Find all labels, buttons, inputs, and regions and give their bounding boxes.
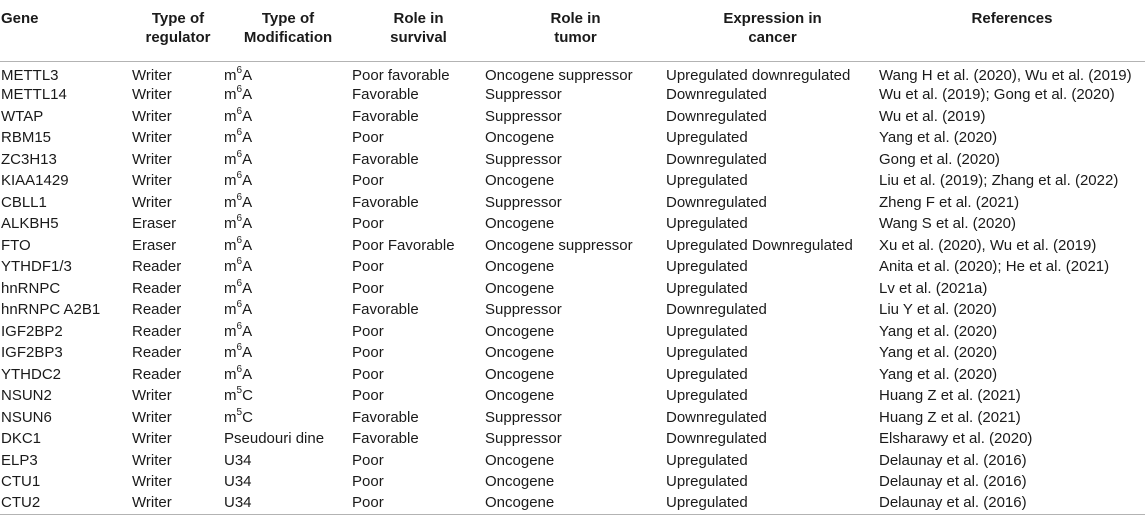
modification-position-superscript: 6	[236, 127, 243, 139]
header-role-in-survival	[352, 0, 485, 61]
cell-modification-type	[224, 128, 352, 150]
cell-gene: NSUN2	[1, 387, 52, 405]
modification-position-superscript: 6	[236, 342, 243, 354]
table-row	[0, 61, 1145, 85]
table-row	[0, 450, 1145, 472]
cell-references: Yang et al. (2020)	[879, 344, 998, 362]
modification-base: m	[224, 193, 237, 211]
cell-gene: METTL14	[1, 86, 67, 104]
cell-gene: WTAP	[1, 107, 44, 125]
modification-base: m	[224, 301, 237, 319]
modification-base: U34	[224, 473, 252, 491]
modification-base: m	[224, 408, 237, 426]
table-row	[0, 386, 1145, 408]
cell-role-in-survival: Poor	[352, 172, 384, 190]
table-row	[0, 364, 1145, 386]
modification-base: U34	[224, 451, 252, 469]
modification-nucleotide: C	[242, 408, 253, 426]
modification-nucleotide: A	[242, 365, 253, 383]
cell-gene: CBLL1	[1, 193, 47, 211]
cell-role-in-survival: Poor	[352, 344, 384, 362]
modification-base: m	[224, 129, 237, 147]
table-row	[0, 407, 1145, 429]
cell-expression-in-cancer: Upregulated	[666, 172, 748, 190]
modification-nucleotide: C	[242, 387, 253, 405]
modification-base: m	[224, 107, 237, 125]
cell-expression-in-cancer: Upregulated	[666, 129, 748, 147]
cell-regulator-type: Writer	[132, 172, 172, 190]
cell-gene: METTL3	[1, 66, 59, 84]
modification-position-superscript: 6	[236, 234, 243, 246]
modification-base: m	[224, 86, 237, 104]
header-line: Modification	[243, 29, 333, 46]
cell-role-in-tumor: Suppressor	[485, 150, 562, 168]
cell-gene: CTU1	[1, 473, 41, 491]
cell-gene: hnRNPC A2B1	[1, 301, 101, 319]
header-line: Expression in	[723, 10, 822, 27]
cell-gene: hnRNPC	[1, 279, 61, 297]
header-line: Gene	[1, 10, 39, 27]
cell-expression-in-cancer: Downregulated	[666, 150, 767, 168]
cell-regulator-type: Reader	[132, 258, 182, 276]
cell-role-in-tumor: Oncogene	[485, 344, 555, 362]
cell-regulator-type: Reader	[132, 301, 182, 319]
modification-position-superscript: 6	[236, 299, 243, 311]
modification-position-superscript: 5	[236, 385, 243, 397]
modification-nucleotide: A	[242, 279, 253, 297]
header-expression-in-cancer	[666, 0, 879, 61]
cell-expression-in-cancer: Upregulated	[666, 215, 748, 233]
cell-references: Wu et al. (2019); Gong et al. (2020)	[879, 86, 1115, 104]
table-row	[0, 321, 1145, 343]
cell-references: Elsharawy et al. (2020)	[879, 430, 1033, 448]
cell-role-in-tumor: Oncogene	[485, 215, 555, 233]
cell-role-in-survival: Poor Favorable	[352, 236, 455, 254]
table-row	[0, 106, 1145, 128]
cell-role-in-tumor: Oncogene	[485, 365, 555, 383]
cell-role-in-survival: Favorable	[352, 193, 419, 211]
cell-gene: FTO	[1, 236, 31, 254]
cell-expression-in-cancer: Downregulated	[666, 430, 767, 448]
cell-role-in-tumor: Oncogene	[485, 258, 555, 276]
cell-expression-in-cancer: Upregulated	[666, 365, 748, 383]
modification-base: U34	[224, 493, 252, 511]
cell-role-in-tumor: Oncogene	[485, 322, 555, 340]
cell-role-in-tumor: Oncogene	[485, 451, 555, 469]
cell-gene: YTHDF1/3	[1, 258, 72, 276]
cell-gene: YTHDC2	[1, 365, 62, 383]
cell-references: Wang H et al. (2020), Wu et al. (2019)	[879, 66, 1132, 84]
header-line: Role in	[550, 10, 601, 27]
modification-position-superscript: 6	[236, 84, 243, 96]
modification-base: m	[224, 387, 237, 405]
cell-modification-type	[224, 278, 352, 300]
cell-references: Lv et al. (2021a)	[879, 279, 988, 297]
cell-modification-type	[224, 429, 352, 451]
modification-base: Pseudouri dine	[224, 430, 325, 448]
cell-modification-type	[224, 192, 352, 214]
cell-role-in-survival: Favorable	[352, 430, 419, 448]
cell-references: Anita et al. (2020); He et al. (2021)	[879, 258, 1110, 276]
cell-role-in-tumor: Oncogene	[485, 387, 555, 405]
modification-nucleotide: A	[242, 236, 253, 254]
cell-references: Yang et al. (2020)	[879, 322, 998, 340]
cell-regulator-type: Reader	[132, 344, 182, 362]
cell-references: Gong et al. (2020)	[879, 150, 1000, 168]
modification-base: m	[224, 344, 237, 362]
header-line: survival	[390, 29, 447, 46]
cell-modification-type	[224, 493, 352, 515]
modification-nucleotide: A	[242, 172, 253, 190]
cell-references: Wang S et al. (2020)	[879, 215, 1017, 233]
cell-expression-in-cancer: Upregulated	[666, 493, 879, 515]
cell-role-in-survival: Poor	[352, 215, 384, 233]
cell-modification-type	[224, 407, 352, 429]
cell-expression-in-cancer: Downregulated	[666, 408, 767, 426]
table-body	[0, 61, 1145, 515]
cell-expression-in-cancer: Upregulated	[666, 344, 748, 362]
cell-regulator-type: Eraser	[132, 215, 177, 233]
cell-regulator-type: Eraser	[132, 236, 177, 254]
cell-expression-in-cancer: Upregulated Downregulated	[666, 236, 853, 254]
cell-role-in-tumor: Oncogene	[485, 172, 555, 190]
cell-expression-in-cancer: Downregulated	[666, 193, 767, 211]
cell-references: Delaunay et al. (2016)	[879, 473, 1027, 491]
cell-role-in-survival: Favorable	[352, 107, 419, 125]
cell-references: Yang et al. (2020)	[879, 365, 998, 383]
cell-regulator-type: Writer	[132, 473, 172, 491]
cell-role-in-tumor: Suppressor	[485, 107, 562, 125]
cell-modification-type	[224, 106, 352, 128]
modification-position-superscript: 5	[236, 406, 243, 418]
cell-expression-in-cancer: Upregulated	[666, 322, 748, 340]
table-row	[0, 149, 1145, 171]
cell-references: Yang et al. (2020)	[879, 129, 998, 147]
modification-position-superscript: 6	[236, 191, 243, 203]
modification-nucleotide: A	[242, 150, 253, 168]
cell-role-in-tumor: Suppressor	[485, 408, 562, 426]
cell-expression-in-cancer: Upregulated downregulated	[666, 66, 851, 84]
cell-references: Zheng F et al. (2021)	[879, 193, 1020, 211]
cell-role-in-tumor: Oncogene	[485, 493, 666, 515]
table-row	[0, 493, 1145, 515]
cell-regulator-type: Writer	[132, 451, 172, 469]
modification-position-superscript: 6	[236, 105, 243, 117]
cell-references: Delaunay et al. (2016)	[879, 493, 1145, 515]
cell-expression-in-cancer: Upregulated	[666, 473, 748, 491]
cell-role-in-tumor: Suppressor	[485, 430, 562, 448]
cell-gene: IGF2BP3	[1, 344, 63, 362]
table-header	[0, 0, 1145, 61]
modification-nucleotide: A	[242, 107, 253, 125]
cell-references: Delaunay et al. (2016)	[879, 451, 1027, 469]
modification-position-superscript: 6	[236, 256, 243, 268]
header-type-of-regulator	[132, 0, 224, 61]
cell-role-in-tumor: Suppressor	[485, 301, 562, 319]
table-row	[0, 429, 1145, 451]
cell-references: Liu et al. (2019); Zhang et al. (2022)	[879, 172, 1119, 190]
table-row	[0, 235, 1145, 257]
cell-gene: ELP3	[1, 451, 38, 469]
cell-role-in-survival: Favorable	[352, 408, 419, 426]
cell-modification-type	[224, 300, 352, 322]
cell-role-in-tumor: Oncogene	[485, 279, 555, 297]
cell-modification-type	[224, 321, 352, 343]
cell-role-in-survival: Poor	[352, 129, 384, 147]
modification-position-superscript: 6	[236, 363, 243, 375]
modification-position-superscript: 6	[236, 320, 243, 332]
cell-role-in-survival: Favorable	[352, 150, 419, 168]
cell-regulator-type: Writer	[132, 150, 172, 168]
header-line: Type of	[261, 10, 315, 27]
header-line: References	[971, 10, 1053, 27]
cell-role-in-tumor: Oncogene	[485, 129, 555, 147]
cell-expression-in-cancer: Downregulated	[666, 107, 767, 125]
cell-role-in-survival: Poor	[352, 279, 384, 297]
cell-role-in-tumor: Suppressor	[485, 86, 562, 104]
cell-references: Huang Z et al. (2021)	[879, 387, 1021, 405]
table-row	[0, 192, 1145, 214]
cell-regulator-type: Writer	[132, 66, 172, 84]
cell-references: Huang Z et al. (2021)	[879, 408, 1021, 426]
cell-role-in-survival: Poor	[352, 473, 384, 491]
modification-base: m	[224, 172, 237, 190]
table-row	[0, 171, 1145, 193]
cell-modification-type	[224, 257, 352, 279]
cell-role-in-survival: Poor favorable	[352, 66, 450, 84]
modification-nucleotide: A	[242, 86, 253, 104]
cell-role-in-survival: Poor	[352, 387, 384, 405]
cell-regulator-type: Reader	[132, 322, 182, 340]
cell-regulator-type: Writer	[132, 107, 172, 125]
modification-position-superscript: 6	[236, 170, 243, 182]
cell-references: Wu et al. (2019)	[879, 107, 986, 125]
cell-references: Xu et al. (2020), Wu et al. (2019)	[879, 236, 1097, 254]
modification-nucleotide: A	[242, 66, 253, 84]
cell-regulator-type: Reader	[132, 365, 182, 383]
table-row	[0, 472, 1145, 494]
modification-nucleotide: A	[242, 301, 253, 319]
cell-gene: ALKBH5	[1, 215, 59, 233]
cell-role-in-tumor: Oncogene suppressor	[485, 66, 633, 84]
header-gene	[0, 0, 132, 61]
table-row	[0, 214, 1145, 236]
modification-nucleotide: A	[242, 344, 253, 362]
table-row	[0, 300, 1145, 322]
modification-nucleotide: A	[242, 129, 253, 147]
table-row	[0, 85, 1145, 107]
cell-expression-in-cancer: Downregulated	[666, 86, 767, 104]
cell-regulator-type: Writer	[132, 86, 172, 104]
cell-modification-type	[224, 85, 352, 107]
cell-role-in-tumor: Oncogene suppressor	[485, 236, 633, 254]
header-references	[879, 0, 1145, 61]
modification-base: m	[224, 66, 237, 84]
header-line: regulator	[145, 29, 211, 46]
cell-gene: NSUN6	[1, 408, 52, 426]
cell-modification-type	[224, 343, 352, 365]
modification-position-superscript: 6	[236, 213, 243, 225]
cell-expression-in-cancer: Upregulated	[666, 451, 748, 469]
cell-modification-type	[224, 386, 352, 408]
cell-regulator-type: Writer	[132, 430, 172, 448]
cell-modification-type	[224, 364, 352, 386]
table-row	[0, 278, 1145, 300]
modification-base: m	[224, 279, 237, 297]
modification-nucleotide: A	[242, 322, 253, 340]
modification-base: m	[224, 236, 237, 254]
cell-role-in-survival: Poor	[352, 493, 485, 515]
cell-gene: IGF2BP2	[1, 322, 63, 340]
header-line: cancer	[748, 29, 797, 46]
table-row	[0, 128, 1145, 150]
cell-regulator-type: Writer	[132, 493, 224, 515]
cell-role-in-tumor: Oncogene	[485, 473, 555, 491]
cell-role-in-survival: Favorable	[352, 86, 419, 104]
cell-role-in-tumor: Suppressor	[485, 193, 562, 211]
modification-position-superscript: 6	[236, 148, 243, 160]
cell-modification-type	[224, 61, 352, 85]
modification-position-superscript: 6	[236, 277, 243, 289]
cell-expression-in-cancer: Upregulated	[666, 258, 748, 276]
modification-nucleotide: A	[242, 215, 253, 233]
header-row	[0, 0, 1145, 61]
cell-modification-type	[224, 472, 352, 494]
modification-base: m	[224, 150, 237, 168]
header-line: tumor	[554, 29, 597, 46]
cell-gene: RBM15	[1, 129, 52, 147]
cell-regulator-type: Writer	[132, 193, 172, 211]
cell-role-in-survival: Poor	[352, 322, 384, 340]
modification-nucleotide: A	[242, 258, 253, 276]
cell-gene: DKC1	[1, 430, 42, 448]
modification-nucleotide: A	[242, 193, 253, 211]
header-type-of-modification	[224, 0, 352, 61]
cell-regulator-type: Writer	[132, 408, 172, 426]
cell-regulator-type: Writer	[132, 129, 172, 147]
cell-regulator-type: Reader	[132, 279, 182, 297]
cell-expression-in-cancer: Downregulated	[666, 301, 767, 319]
cell-expression-in-cancer: Upregulated	[666, 387, 748, 405]
table-row	[0, 257, 1145, 279]
modification-base: m	[224, 215, 237, 233]
header-line: Type of	[151, 10, 205, 27]
cell-modification-type	[224, 149, 352, 171]
cell-references: Liu Y et al. (2020)	[879, 301, 997, 319]
header-line: Role in	[393, 10, 444, 27]
cell-gene: CTU2	[0, 493, 132, 515]
modification-base: m	[224, 365, 237, 383]
modification-base: m	[224, 258, 237, 276]
header-role-in-tumor	[485, 0, 666, 61]
cell-modification-type	[224, 214, 352, 236]
cell-modification-type	[224, 235, 352, 257]
cell-gene: KIAA1429	[1, 172, 69, 190]
cell-role-in-survival: Poor	[352, 258, 384, 276]
cell-role-in-survival: Favorable	[352, 301, 419, 319]
modification-position-superscript: 6	[236, 64, 243, 76]
modification-base: m	[224, 322, 237, 340]
cell-modification-type	[224, 450, 352, 472]
cell-gene: ZC3H13	[1, 150, 57, 168]
cell-role-in-survival: Poor	[352, 365, 384, 383]
table-row	[0, 343, 1145, 365]
cell-expression-in-cancer: Upregulated	[666, 279, 748, 297]
cell-role-in-survival: Poor	[352, 451, 384, 469]
cell-regulator-type: Writer	[132, 387, 172, 405]
cell-modification-type	[224, 171, 352, 193]
